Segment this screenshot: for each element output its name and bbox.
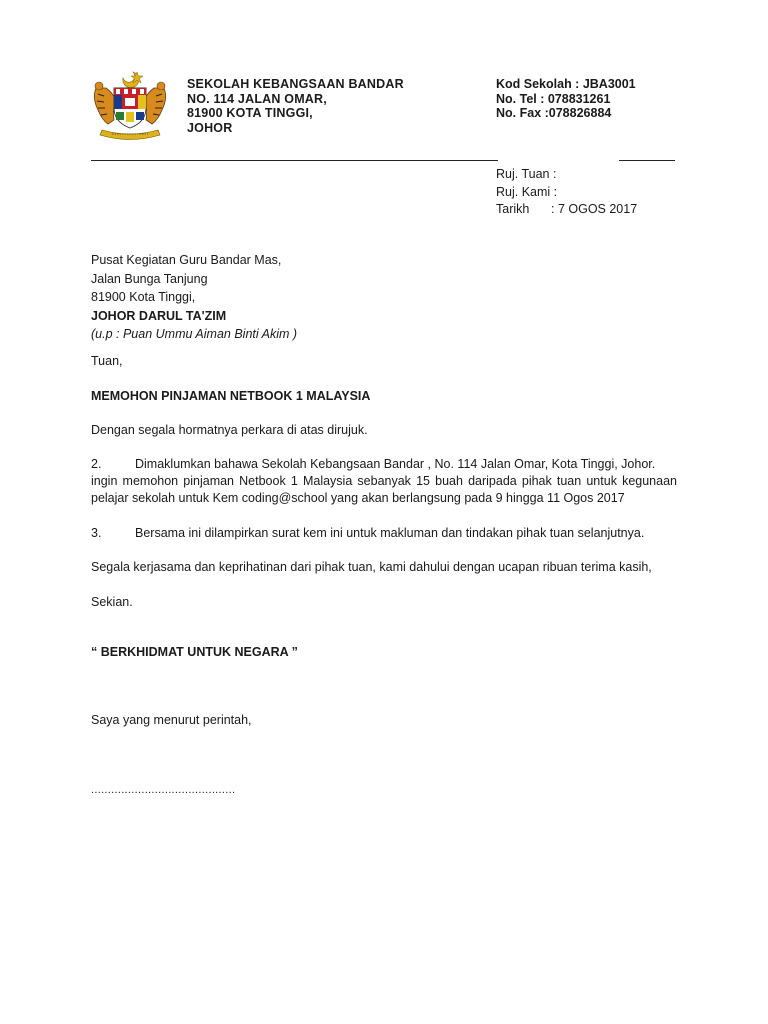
tarikh-value: : 7 OGOS 2017 bbox=[551, 202, 638, 216]
school-name: SEKOLAH KEBANGSAAN BANDAR bbox=[187, 77, 404, 91]
opening-paragraph: Dengan segala hormatnya perkara di atas dirujuk. bbox=[91, 423, 368, 437]
school-address-block bbox=[187, 77, 404, 135]
school-phone: No. Tel : 078831261 bbox=[496, 91, 611, 106]
closing-paragraph: Segala kerjasama dan keprihatinan dari pihak tuan, kami dahului dengan ucapan ribuan terima kasih, bbox=[91, 560, 652, 574]
header-divider-right bbox=[619, 160, 675, 161]
school-fax: No. Fax :078826884 bbox=[496, 106, 612, 120]
school-street: NO. 114 JALAN OMAR, bbox=[187, 91, 327, 106]
paragraph-3 bbox=[91, 525, 677, 542]
motto-text: “ BERKHIDMAT UNTUK NEGARA ” bbox=[91, 645, 298, 659]
school-state: JOHOR bbox=[187, 120, 233, 135]
school-city: 81900 KOTA TINGGI, bbox=[187, 106, 313, 120]
tarikh-row bbox=[496, 201, 637, 219]
signature-line: ........................................... bbox=[91, 784, 236, 796]
recipient-line-3: 81900 Kota Tinggi, bbox=[91, 290, 196, 304]
ruj-tuan: Ruj. Tuan : bbox=[496, 167, 557, 181]
subject-heading: MEMOHON PINJAMAN NETBOOK 1 MALAYSIA bbox=[91, 389, 371, 403]
recipient-line-2: Jalan Bunga Tanjung bbox=[91, 271, 208, 286]
school-code: Kod Sekolah : JBA3001 bbox=[496, 77, 636, 91]
recipient-line-1: Pusat Kegiatan Guru Bandar Mas, bbox=[91, 253, 282, 267]
recipient-attention: (u.p : Puan Ummu Aiman Binti Akim ) bbox=[91, 327, 298, 341]
header-divider-left bbox=[91, 160, 498, 161]
paragraph-3-text: Bersama ini dilampirkan surat kem ini untuk makluman dan tindakan pihak tuan selanjutnya. bbox=[135, 526, 645, 540]
tarikh-label: Tarikh bbox=[496, 202, 530, 216]
signoff-text: Saya yang menurut perintah, bbox=[91, 713, 252, 727]
paragraph-2-number: 2. bbox=[91, 457, 102, 471]
paragraph-2-first-line bbox=[91, 456, 677, 473]
sekian-text: Sekian. bbox=[91, 595, 133, 609]
paragraph-2-line-1: Dimaklumkan bahawa Sekolah Kebangsaan Bandar , No. 114 Jalan Omar, Kota Tinggi, Johor. bbox=[135, 457, 656, 471]
reference-block bbox=[496, 166, 637, 219]
paragraph-3-number: 3. bbox=[91, 526, 102, 540]
ruj-kami: Ruj. Kami : bbox=[496, 184, 558, 199]
malaysia-coat-of-arms-icon bbox=[90, 68, 170, 142]
salutation: Tuan, bbox=[91, 354, 123, 368]
paragraph-2-body: ingin memohon pinjaman Netbook 1 Malaysia sebanyak 15 buah daripada pihak tuan untuk kegunaan pelajar sekolah untuk Kem coding@school yang akan berlangsung pada 9 hingga 11 Ogos 2017 bbox=[91, 474, 677, 505]
recipient-state: JOHOR DARUL TA'ZIM bbox=[91, 308, 227, 323]
recipient-address bbox=[91, 251, 297, 344]
school-contact-block bbox=[496, 77, 636, 121]
paragraph-2 bbox=[91, 456, 677, 507]
